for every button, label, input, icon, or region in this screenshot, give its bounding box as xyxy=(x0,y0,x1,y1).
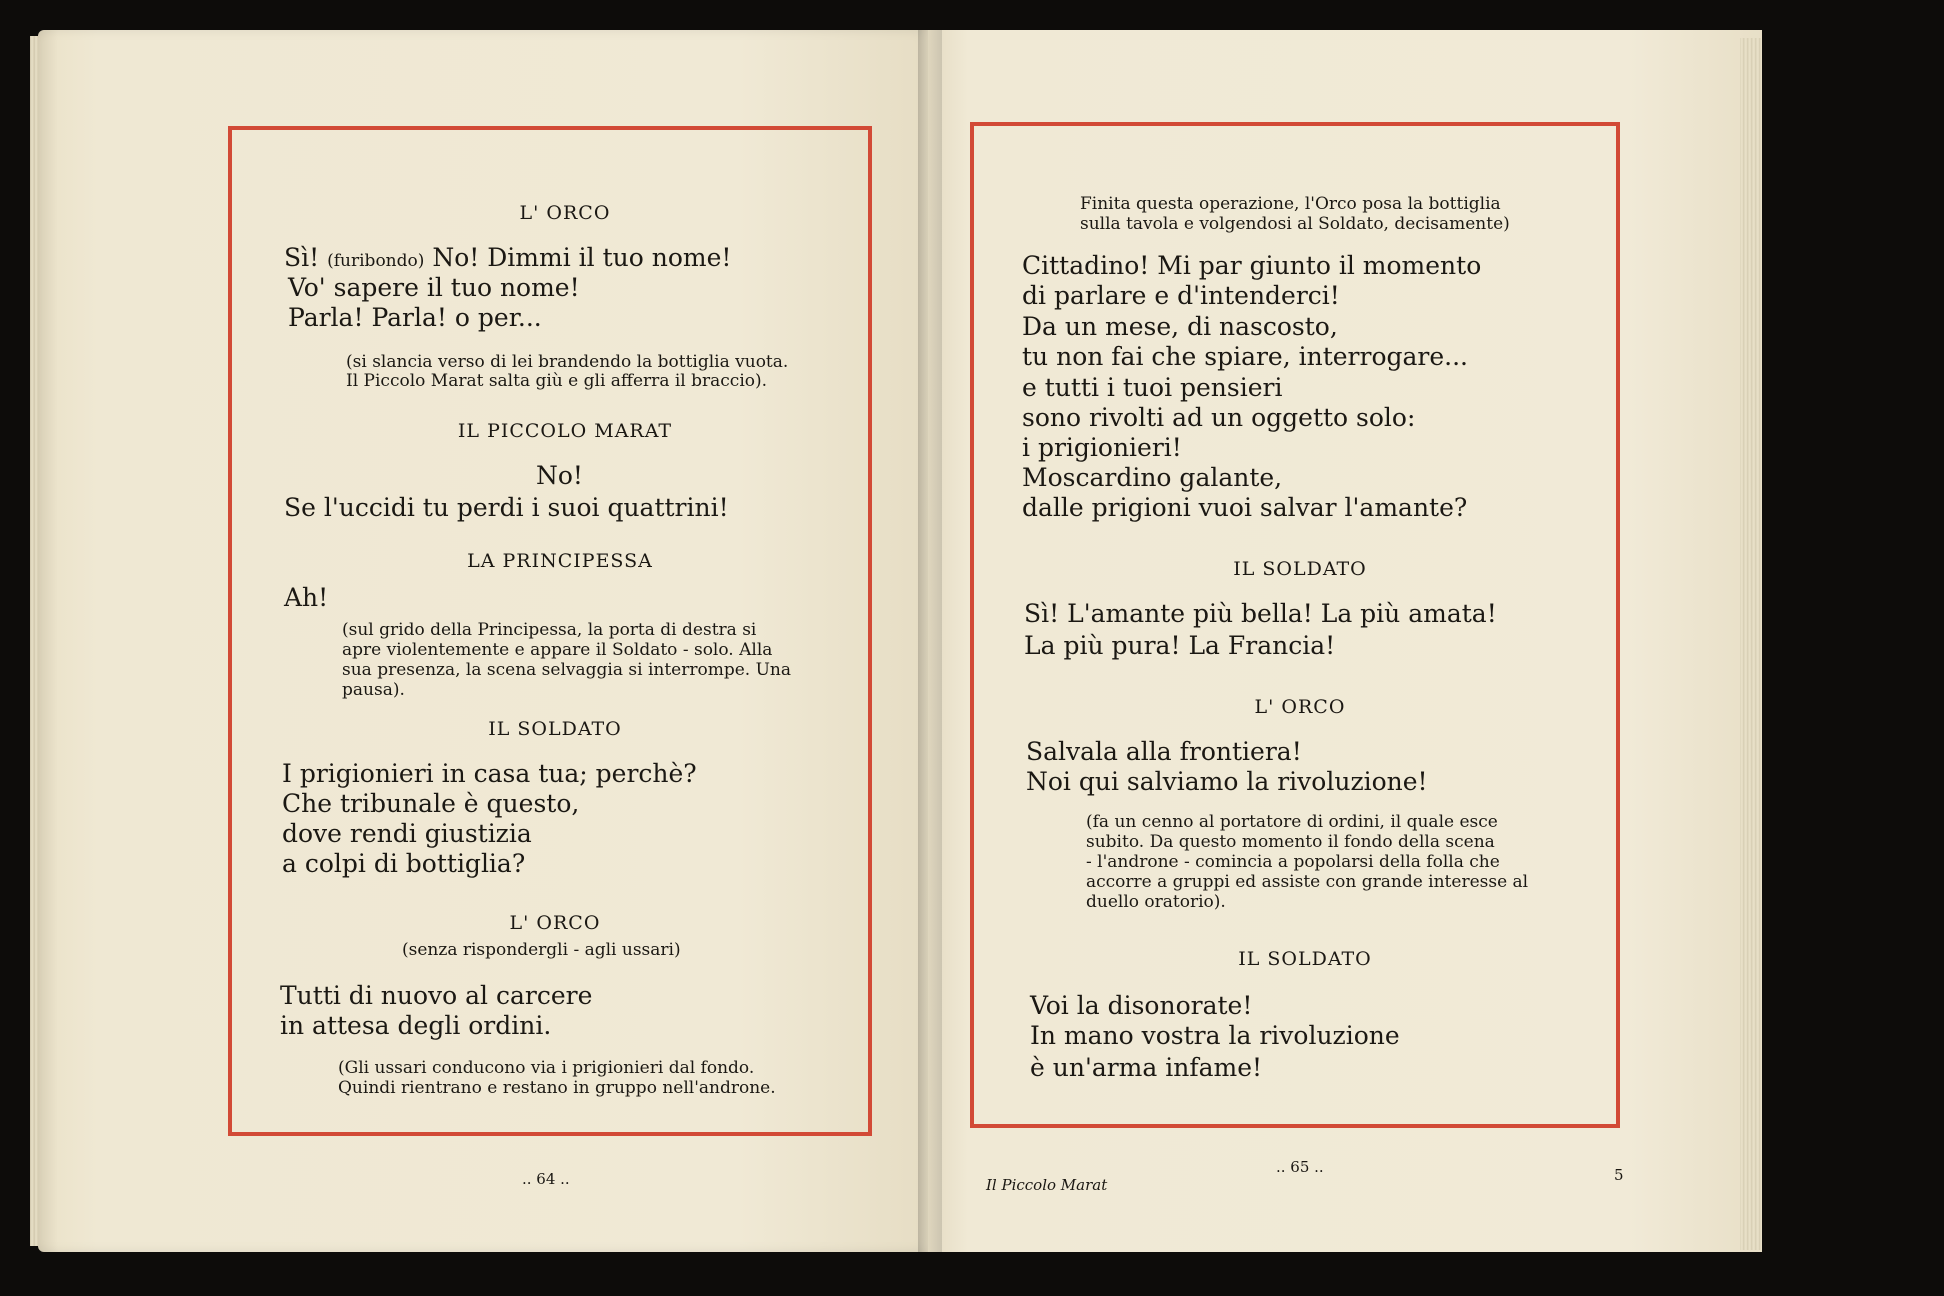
verse-text: No! Dimmi il tuo nome! xyxy=(432,243,732,272)
verse-line: In mano vostra la rivoluzione xyxy=(1030,1021,1400,1050)
stage-direction-line: duello oratorio). xyxy=(1086,892,1226,912)
page-number: .. 65 .. xyxy=(1276,1158,1324,1176)
verse-line: Sì! L'amante più bella! La più amata! xyxy=(1024,599,1497,628)
speaker-orco: L' ORCO xyxy=(509,912,601,934)
stage-direction-line: - l'androne - comincia a popolarsi della folla che xyxy=(1086,852,1500,872)
verse-line: Parla! Parla! o per... xyxy=(288,303,542,332)
page-number: .. 64 .. xyxy=(522,1170,570,1188)
verse-line: Salvala alla frontiera! xyxy=(1026,737,1302,766)
verse-line: a colpi di bottiglia? xyxy=(282,849,526,878)
stage-direction-line: sulla tavola e volgendosi al Soldato, decisamente) xyxy=(1080,214,1510,234)
stage-direction-line: accorre a gruppi ed assiste con grande interesse al xyxy=(1086,872,1529,892)
verse-line: di parlare e d'intenderci! xyxy=(1022,281,1340,310)
speaker-orco: L' ORCO xyxy=(1254,696,1346,718)
verse-line: sono rivolti ad un oggetto solo: xyxy=(1022,403,1416,432)
verse-line: No! xyxy=(536,461,583,490)
verse-line: Che tribunale è questo, xyxy=(282,789,580,818)
speaker-soldato: IL SOLDATO xyxy=(1238,948,1372,970)
verse-line: Vo' sapere il tuo nome! xyxy=(288,273,580,302)
stage-direction-line: (si slancia verso di lei brandendo la bottiglia vuota. xyxy=(346,352,789,372)
verse-line: Se l'uccidi tu perdi i suoi quattrini! xyxy=(284,493,729,522)
stage-direction-line: pausa). xyxy=(342,680,405,700)
stage-direction-line: Quindi rientrano e restano in gruppo nell'androne. xyxy=(338,1078,776,1098)
stage-direction-line: (fa un cenno al portatore di ordini, il quale esce xyxy=(1086,812,1498,832)
stage-direction-line: subito. Da questo momento il fondo della scena xyxy=(1086,832,1495,852)
verse-line: Cittadino! Mi par giunto il momento xyxy=(1022,251,1482,280)
verse-line: Moscardino galante, xyxy=(1022,463,1283,492)
verse-text: Sì! xyxy=(284,243,320,272)
verse-line: tu non fai che spiare, interrogare... xyxy=(1022,342,1468,371)
stage-direction-line: (Gli ussari conducono via i prigionieri dal fondo. xyxy=(338,1058,755,1078)
speaker-principessa: LA PRINCIPESSA xyxy=(467,550,653,572)
stage-direction-inline: (furibondo) xyxy=(327,251,425,271)
verse-line: La più pura! La Francia! xyxy=(1024,631,1336,660)
right-page-edges xyxy=(1740,38,1762,1250)
verse-line: i prigionieri! xyxy=(1022,433,1182,462)
stage-direction-line: Il Piccolo Marat salta giù e gli afferra il braccio). xyxy=(346,371,768,391)
verse-line: Tutti di nuovo al carcere xyxy=(280,981,593,1010)
verse-line: I prigionieri in casa tua; perchè? xyxy=(282,759,697,788)
stage-direction-line: (sul grido della Principessa, la porta di destra si xyxy=(342,620,757,640)
verse-line: è un'arma infame! xyxy=(1030,1053,1263,1082)
verse-line: in attesa degli ordini. xyxy=(280,1011,552,1040)
verse-line: dalle prigioni vuoi salvar l'amante? xyxy=(1022,493,1468,522)
speaker-orco: L' ORCO xyxy=(519,202,611,224)
verse-line: Voi la disonorate! xyxy=(1030,991,1253,1020)
stage-direction-line: sua presenza, la scena selvaggia si interrompe. Una xyxy=(342,660,791,680)
stage-direction-line: Finita questa operazione, l'Orco posa la bottiglia xyxy=(1080,194,1501,214)
verse-line: dove rendi giustizia xyxy=(282,819,532,848)
speaker-soldato: IL SOLDATO xyxy=(488,718,622,740)
book-gutter xyxy=(918,30,942,1252)
signature-title: Il Piccolo Marat xyxy=(986,1176,1108,1194)
verse-line: Da un mese, di nascosto, xyxy=(1022,312,1338,341)
speaker-soldato: IL SOLDATO xyxy=(1233,558,1367,580)
verse-line: e tutti i tuoi pensieri xyxy=(1022,373,1283,402)
stage-direction-line: apre violentemente e appare il Soldato - solo. Alla xyxy=(342,640,773,660)
signature-mark: 5 xyxy=(1614,1166,1624,1184)
speaker-piccolo-marat: IL PICCOLO MARAT xyxy=(457,420,673,442)
verse-line: Noi qui salviamo la rivoluzione! xyxy=(1026,767,1428,796)
verse-line: Ah! xyxy=(284,583,329,612)
stage-direction: (senza rispondergli - agli ussari) xyxy=(402,940,681,960)
